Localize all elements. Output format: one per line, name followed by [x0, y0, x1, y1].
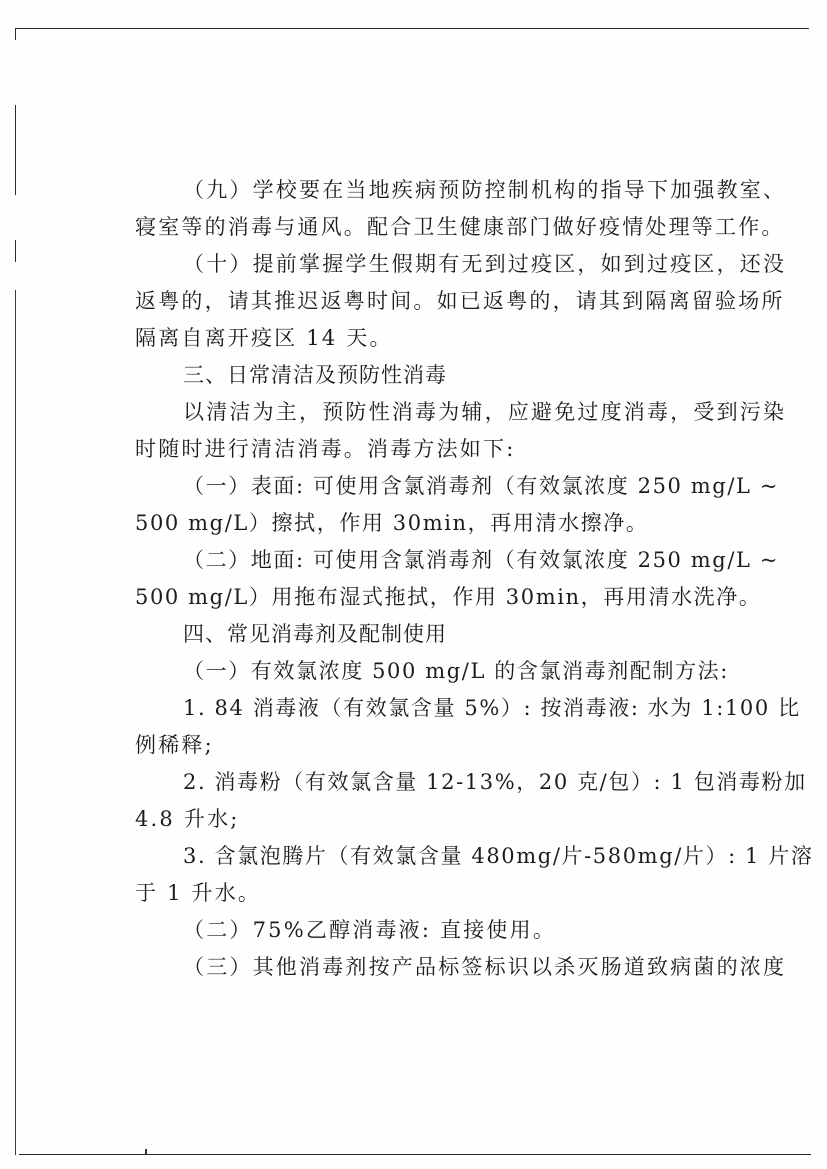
section-3-item-1-line-2: 500 mg/L）擦拭，作用 30min，再用清水擦净。: [135, 511, 649, 535]
paragraph-item-9-line-2: 寝室等的消毒与通风。配合卫生健康部门做好疫情处理等工作。: [135, 215, 785, 239]
section-4-item-1-1-line-1: 1. 84 消毒液（有效氯含量 5%）: 按消毒液: 水为 1:100 比: [183, 696, 801, 720]
section-4-heading: 四、常见消毒剂及配制使用: [183, 622, 447, 646]
section-3-intro-line-2: 时随时进行清洁消毒。消毒方法如下:: [135, 437, 516, 461]
section-4-item-1-3-line-2: 于 1 升水。: [135, 881, 262, 905]
paragraph-item-10-line-3: 隔离自离开疫区 14 天。: [135, 326, 393, 350]
page-frame-left-border: [15, 240, 16, 262]
page-frame-bottom-border: [19, 1154, 811, 1155]
section-3-intro-line-1: 以清洁为主，预防性消毒为辅，应避免过度消毒，受到污染: [183, 400, 787, 424]
section-3-item-2-line-1: （二）地面: 可使用含氯消毒剂（有效氯浓度 250 mg/L ~: [183, 548, 780, 572]
page-frame-left-border: [15, 105, 16, 195]
section-3-item-1-line-1: （一）表面: 可使用含氯消毒剂（有效氯浓度 250 mg/L ~: [183, 474, 780, 498]
section-4-item-2: （二）75%乙醇消毒液: 直接使用。: [183, 918, 557, 942]
page-frame-left-border: [15, 28, 16, 40]
section-4-item-1-3-line-1: 3. 含氯泡腾片（有效氯含量 480mg/片-580mg/片）: 1 片溶: [183, 844, 814, 868]
page-frame-top-border: [15, 28, 809, 29]
section-4-item-1-2-line-1: 2. 消毒粉（有效氯含量 12-13%，20 克/包）: 1 包消毒粉加: [183, 770, 807, 794]
page-frame-left-border: [15, 290, 16, 1155]
section-3-heading: 三、日常清洁及预防性消毒: [183, 363, 447, 387]
paragraph-item-10-line-1: （十）提前掌握学生假期有无到过疫区，如到过疫区，还没: [183, 252, 787, 276]
section-4-item-1-2-line-2: 4.8 升水;: [135, 807, 240, 831]
scan-mark: [145, 1149, 147, 1154]
section-3-item-2-line-2: 500 mg/L）用拖布湿式拖拭，作用 30min，再用清水洗净。: [135, 585, 762, 609]
section-4-item-1-1-line-2: 例稀释;: [135, 733, 214, 757]
document-body: [135, 172, 814, 986]
paragraph-item-9-line-1: （九）学校要在当地疾病预防控制机构的指导下加强教室、: [183, 178, 787, 202]
section-4-item-3: （三）其他消毒剂按产品标签标识以杀灭肠道致病菌的浓度: [183, 955, 787, 979]
section-4-item-1: （一）有效氯浓度 500 mg/L 的含氯消毒剂配制方法:: [183, 659, 729, 683]
paragraph-item-10-line-2: 返粤的，请其推迟返粤时间。如已返粤的，请其到隔离留验场所: [135, 289, 785, 313]
